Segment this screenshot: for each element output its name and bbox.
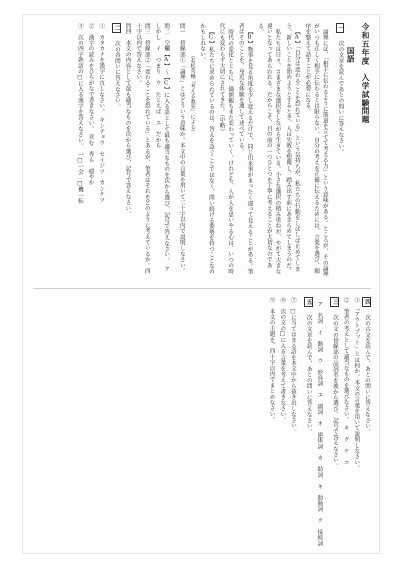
exam-subject: 国語 bbox=[346, 47, 356, 63]
q5-item: ⑦ □に当てはまる語を本文中から抜き出しなさい。 bbox=[289, 297, 296, 435]
passage-paragraph: 【A】「自分は変わることを恐れている」という気持ちが、私たちの行動をしばしば止めてしまう。新しいことを始めようとするとき、人は失敗を想像し、踏み出す前にあきらめてしまうのだ。 bbox=[285, 23, 300, 274]
question-5 bbox=[304, 297, 313, 547]
q2-item: ① カタカナを漢字に直しなさい。 キンチョウ セイジツ カンケツ bbox=[98, 23, 105, 203]
question-2-number: 二 bbox=[113, 25, 120, 31]
q3-options: ア 名詞 イ 動詞 ウ 形容詞 エ 副詞 オ 連体詞 カ 助詞 キ 助動詞 ク 接続詞 bbox=[316, 301, 323, 547]
q4-item: ① 「アウトプット」とは何か。本文の言葉を用いて説明しなさい。 bbox=[353, 297, 360, 471]
q1-question: 問四 本文の内容として最も適当なものを次から選び、記号で答えなさい。 bbox=[124, 23, 131, 217]
passage-paragraph: 私たちは日々、さまざまな選択をしながら生きている。小さな選択の積み重ねが、やがて大きな違いとなってあらわれる。だからこそ、目の前の一つひとつを丁寧に考えることが大切なのである。 bbox=[257, 23, 281, 275]
q5-item: ⑨ 本文の主題を、四十字以内でまとめなさい。 bbox=[268, 297, 275, 423]
q1-question: 問二 空欄【A】～【C】に入る語として最も適当なものを次から選び、記号で答えなさい。 ア しかし イ つまり ウ たとえば エ だから bbox=[154, 23, 170, 278]
q4-item: ② 筆者の考えとして適当なものを選びなさい。 キ ク ケ コ bbox=[342, 297, 349, 466]
question-1 bbox=[336, 23, 345, 279]
question-3-instruction: 次の文の傍線部の品詞名を後から選び、記号で答えなさい。 bbox=[331, 314, 338, 469]
question-4-number: 四 bbox=[364, 299, 370, 305]
q2-item: ② 漢字の読みをひらがなで書きなさい。 営む 専ら 穏やか bbox=[87, 23, 94, 186]
question-1-instruction: 次の文章を読んであとの問いに答えなさい。 bbox=[337, 40, 344, 155]
passage-source: （若松英輔『考える教室』による） bbox=[189, 53, 196, 135]
question-3 bbox=[330, 297, 339, 547]
q5-item: ⑧ 次の文の□に入る言葉を考えて書きなさい。 bbox=[279, 297, 286, 423]
passage-paragraph: 【C】私たちに求められているのは、答えを急ぐことではなく、問い続ける姿勢を持つことなのかもしれない。 bbox=[199, 23, 214, 275]
q1-question: 問一 傍線部①「論理」とはどういう意味か。本文中の言葉を用いて三十字以内で説明しなさい。 bbox=[178, 23, 185, 274]
exam-bottom-half bbox=[33, 297, 371, 547]
question-5-instruction: 次の文章を読んで、あとの問いに答えなさい。 bbox=[305, 314, 312, 435]
passage-paragraph: 時代の変化とともに、価値観もまた変わっていく。けれども、人が人を思いやる心は、いつの時代にも変わらず大切にされてきた。（中略） bbox=[218, 23, 234, 275]
question-1-number: 一 bbox=[337, 25, 344, 31]
section-divider bbox=[33, 288, 371, 289]
exam-sheet bbox=[22, 14, 380, 554]
question-3-number: 三 bbox=[331, 299, 338, 305]
q1-question: 問三 傍線部②「変わることを恐れている」とあるが、筆者はそれをどのように考えているか。四十字以内で答えなさい。 bbox=[135, 23, 150, 274]
question-4 bbox=[362, 297, 371, 547]
passage-paragraph: 論理には、「相手に伝わるように筋道を立てて考える力」という意味がある。ところが、その論理がいつも正しく相手に伝わるとは限らない。自分の考えを正確に伝えるためには、言葉を選び、順序を整えて話すことが必要になる。 bbox=[304, 23, 328, 277]
question-2 bbox=[112, 23, 121, 279]
exam-top-half bbox=[33, 23, 371, 279]
passage-paragraph: 【B】物事を見る角度を少し変えるだけで、同じ出来事がまったく違って見えることがある。筆者はそのことを、身近な体験を通して述べている。 bbox=[237, 23, 253, 275]
question-5-number: 五 bbox=[305, 299, 312, 305]
question-4-instruction: 次の古文を読んで、あとの問いに答えなさい。 bbox=[364, 314, 370, 435]
exam-title: 令和五年度 入学試験問題 bbox=[361, 23, 370, 124]
question-2-instruction: 次の各問いに答えなさい。 bbox=[113, 40, 120, 110]
q2-item: ③ 次の四字熟語の□に入る漢字を答えなさい。 一□一会 □機一転 bbox=[76, 23, 83, 204]
